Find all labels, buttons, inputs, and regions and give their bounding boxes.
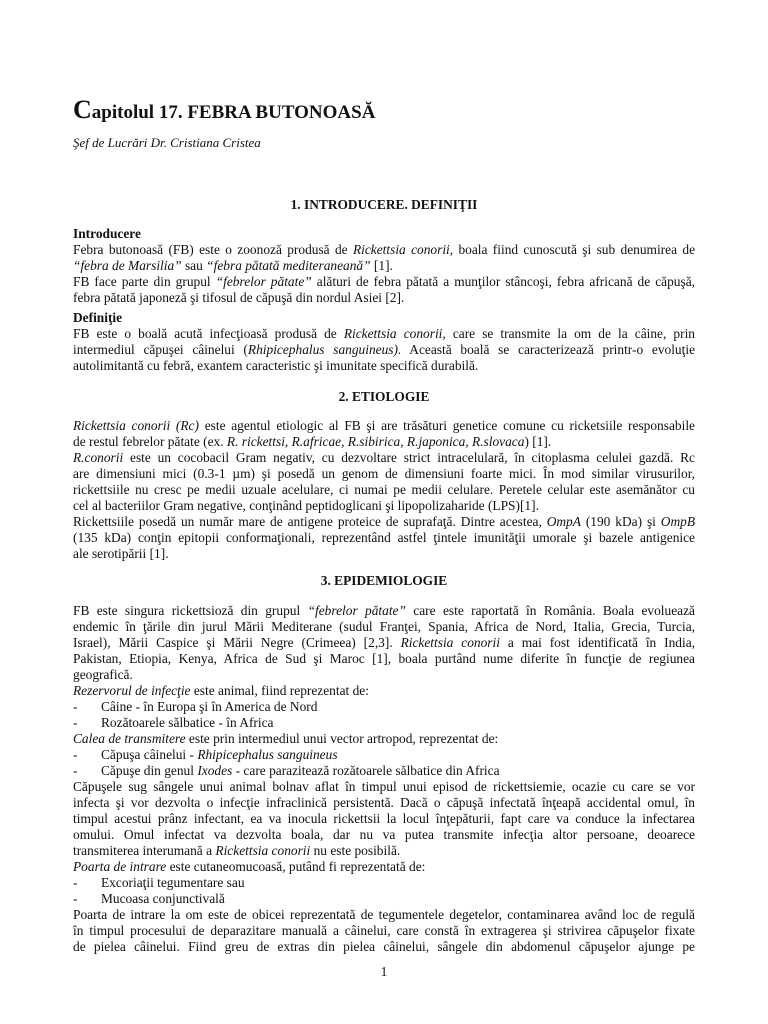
chapter-title-initial: C — [73, 95, 92, 124]
subheading-definitie: Definiţie — [73, 310, 123, 325]
paragraph-line: “febra de Marsilia” sau “febra pătată mediteraneană” [1]. — [73, 258, 393, 273]
paragraph-line: ale serotipării [1]. — [73, 546, 169, 561]
paragraph-line: de pielea câinelui. Fiind greu de extras din pielea câinelui, sângele din abdomenul căpuşelor ajunge pe — [73, 939, 695, 954]
list-item: - — [73, 715, 78, 730]
list-item-text: Mucoasa conjunctivală — [101, 891, 225, 906]
paragraph-line: în timpul procesului de deparazitare manuală a câinelui, care constă în extragerea şi strivirea căpuşelor fixate — [73, 923, 695, 938]
section-heading-etiologie: 2. ETIOLOGIE — [338, 389, 430, 404]
section-heading-epidemiologie: 3. EPIDEMIOLOGIE — [320, 573, 448, 588]
list-item: - — [73, 875, 78, 890]
paragraph-line: omului. Omul infectat va dezvolta boala, dar nu va putea transmite infecţia altor persoane, deoarece — [73, 827, 695, 842]
paragraph-line: Pakistan, Etiopia, Kenya, Africa de Sud şi Maroc [1], boala purtând nume diferite în funcţie de regiunea — [73, 651, 695, 666]
paragraph-line: Rickettsia conorii (Rc) este agentul etiologic al FB şi are trăsături genetice comune cu ricketsiile responsabile — [73, 418, 695, 433]
list-item: - — [73, 747, 78, 762]
paragraph-line: endemic în ţările din jurul Mării Mediterane (sudul Franţei, Spania, Africa de Nord, Italia, Grecia, Turcia, — [73, 619, 695, 634]
chapter-title-text: apitolul 17. FEBRA BUTONOASĂ — [91, 102, 376, 123]
paragraph-line: intermediul căpuşei câinelui (Rhipicephalus sanguineus). Această boală se caracterizează printr-o evoluţie — [73, 342, 696, 357]
list-item-text: Rozătoarele sălbatice - în Africa — [101, 715, 274, 730]
paragraph-line: FB face parte din grupul “febrelor pătate” alături de febra pătată a munţilor stâncoşi, febra africană de căpuşă, — [73, 274, 695, 289]
subheading-introducere: Introducere — [73, 226, 141, 241]
list-item-text: Excoriaţii tegumentare sau — [101, 875, 245, 890]
paragraph-line: geografică. — [73, 667, 133, 682]
paragraph-line: rickettsiile nu cresc pe medii uzuale acelulare, ci numai pe medii celulare. Peretele celular este asemănător cu — [73, 482, 695, 497]
list-item-text: Căpuşa câinelui - Rhipicephalus sanguineus — [101, 747, 338, 762]
paragraph-line: Poarta de intrare la om este de obicei reprezentată de tegumentele degetelor, contaminarea având loc de regulă — [73, 907, 695, 922]
paragraph-line: Poarta de intrare este cutaneomucoasă, putând fi reprezentată de: — [73, 859, 426, 874]
paragraph-line: Căpuşele sug sângele unui animal bolnav aflat în timpul unui episod de rickettsiemie, ocazie cu care se vor — [73, 779, 695, 794]
author-line: Şef de Lucrări Dr. Cristiana Cristea — [73, 135, 261, 150]
paragraph-line: de restul febrelor pătate (ex. R. rickettsi, R.africae, R.sibirica, R.japonica, R.slovaca) [1]. — [73, 434, 552, 449]
paragraph-line: (135 kDa) conţin epitopii conformaţionali, reprezentând astfel ţintele imunităţii umorale şi bazele antigenice — [73, 530, 695, 545]
list-item: - — [73, 763, 78, 778]
paragraph-line: are dimensiuni mici (0.3-1 µm) şi posedă un genom de dimensiuni foarte mici. În mod similar virusurilor, — [73, 466, 695, 481]
list-item: - — [73, 891, 78, 906]
paragraph-line: Rezervorul de infecţie este animal, fiind reprezentat de: — [73, 683, 369, 698]
list-item: - — [73, 699, 78, 714]
paragraph-line: febra pătată japoneză şi tifosul de căpuşă din nordul Asiei [2]. — [73, 290, 405, 305]
page-number: 1 — [380, 964, 388, 979]
list-item-text: Căpuşe din genul Ixodes - care parazitează rozătoarele sălbatice din Africa — [101, 763, 500, 778]
chapter-title — [73, 95, 375, 125]
paragraph-line: Rickettsiile posedă un număr mare de antigene proteice de suprafaţă. Dintre acestea, OmpA (190 kDa) şi OmpB — [73, 514, 695, 529]
list-item-text: Câine - în Europa şi în America de Nord — [101, 699, 318, 714]
paragraph-line: R.conorii este un cocobacil Gram negativ, cu dezvoltare strict intracelulară, în citoplasma celulei gazdă. Rc — [73, 450, 695, 465]
paragraph-line: transmiterea interumană a Rickettsia conorii nu este posibilă. — [73, 843, 401, 858]
paragraph-line: FB este singura rickettsioză din grupul “febrelor pătate” care este raportată în România. Boala evoluează — [73, 603, 695, 618]
paragraph-line: Calea de transmitere este prin intermediul unui vector artropod, reprezentat de: — [73, 731, 499, 746]
paragraph-line: Febra butonoasă (FB) este o zoonoză produsă de Rickettsia conorii, boala fiind cunoscută şi sub denumirea de — [73, 242, 696, 257]
paragraph-line: FB este o boală acută infecţioasă produsă de Rickettsia conorii, care se transmite la om de la câine, prin — [73, 326, 695, 341]
paragraph-line: autolimitantă cu febră, exantem caracteristic şi imunitate specifică durabilă. — [73, 358, 479, 373]
paragraph-line: cel al bacteriilor Gram negative, conţinând peptidoglicani şi lipopolizaharide (LPS)[1]. — [73, 498, 539, 513]
paragraph-line: Israel), Mării Caspice şi Mării Negre (Crimeea) [2,3]. Rickettsia conorii a mai fost identificată în India, — [73, 635, 695, 650]
paragraph-line: timpul acestui prânz infectant, ea va inocula rickettsii la locul înţepăturii, fapt care va conduce la infectarea — [73, 811, 695, 826]
paragraph-line: infecta şi vor dezvolta o infecţie infraclinică persistentă. Dacă o căpuşă infectată înţeapă accidental omul, în — [73, 795, 695, 810]
section-heading-introducere: 1. INTRODUCERE. DEFINIŢII — [290, 197, 478, 212]
